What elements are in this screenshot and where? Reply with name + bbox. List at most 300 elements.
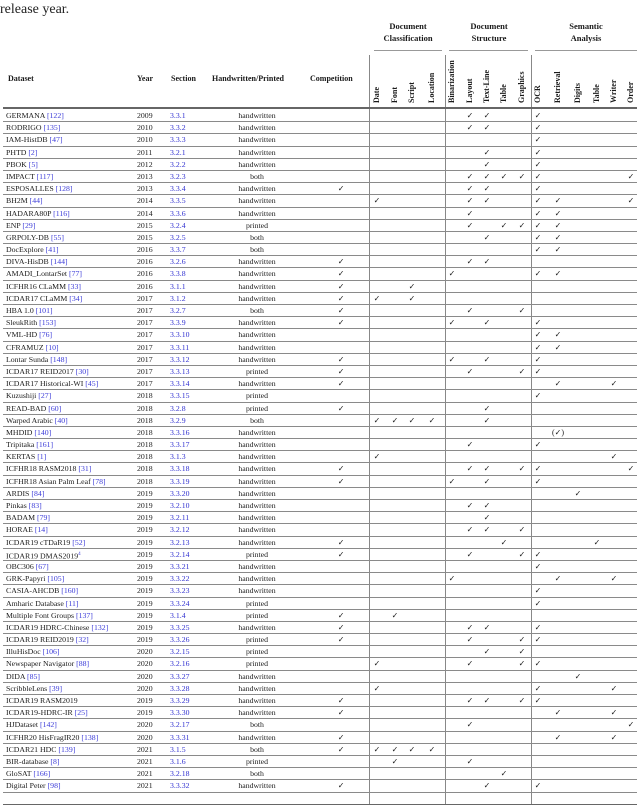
section-link[interactable]: 3.3.32 xyxy=(170,781,190,791)
group-header-classification xyxy=(372,20,444,44)
section-link[interactable]: 3.1.4 xyxy=(170,610,186,620)
citation-link[interactable]: [34] xyxy=(69,293,83,303)
section-link[interactable]: 3.3.30 xyxy=(170,708,190,718)
citation-link[interactable]: [79] xyxy=(36,513,50,523)
table-row xyxy=(3,378,637,390)
citation-link[interactable]: [135] xyxy=(43,123,61,133)
citation-link[interactable]: [14] xyxy=(34,525,48,535)
table-row xyxy=(3,147,637,159)
check-icon: ✓ xyxy=(483,622,491,632)
citation-link[interactable]: [47] xyxy=(49,135,63,145)
dataset-name-text: CFRAMUZ xyxy=(6,342,46,352)
citation-link[interactable]: [40] xyxy=(54,415,68,425)
year-cell: 2021 xyxy=(137,769,153,779)
dataset-name-text: CASIA-AHCDB xyxy=(6,586,62,596)
year-cell: 2016 xyxy=(137,269,153,279)
check-icon: ✓ xyxy=(610,574,618,584)
citation-link[interactable]: [60] xyxy=(48,403,62,413)
group-label-line2: Classification xyxy=(383,33,433,43)
dataset-name-text: ICFHR18 Asian Palm Leaf xyxy=(6,476,93,486)
year-cell: 2019 xyxy=(137,501,153,510)
section-link[interactable]: 3.3.18 xyxy=(170,464,190,474)
competition-check: ✓ xyxy=(337,257,345,267)
section-link[interactable]: 3.3.10 xyxy=(170,330,190,340)
section-link[interactable]: 3.2.17 xyxy=(170,720,190,730)
check-icon: ✓ xyxy=(466,659,474,669)
citation-link[interactable]: [166] xyxy=(33,769,51,779)
type-cell: handwritten xyxy=(238,586,276,596)
section-link[interactable]: 3.2.12 xyxy=(170,525,190,535)
table-row xyxy=(3,366,637,378)
section-link[interactable]: 3.3.14 xyxy=(170,379,190,389)
year-cell: 2012 xyxy=(137,159,153,169)
citation-link[interactable]: [77] xyxy=(69,269,83,279)
section-link[interactable]: 3.3.12 xyxy=(170,354,190,364)
dataset-name-text: BIR-database xyxy=(6,756,51,766)
section-link[interactable]: 3.3.5 xyxy=(170,196,186,206)
group-label-line2: Structure xyxy=(471,33,507,43)
section-link[interactable]: 3.3.22 xyxy=(170,574,190,584)
year-cell: 2014 xyxy=(137,196,153,206)
section-link[interactable]: 3.2.9 xyxy=(170,415,186,425)
dataset-name xyxy=(6,549,81,562)
citation-link[interactable]: [132] xyxy=(91,622,109,632)
citation-link[interactable]: [27] xyxy=(38,391,52,401)
citation-link[interactable]: [52] xyxy=(72,537,86,547)
citation-link[interactable]: [153] xyxy=(39,318,57,328)
citation-link[interactable]: [144] xyxy=(50,257,68,267)
year-cell: 2019 xyxy=(137,525,153,535)
dataset-name xyxy=(6,500,42,511)
table-row xyxy=(3,707,637,719)
citation-link[interactable]: [33] xyxy=(67,281,81,291)
section-link[interactable]: 3.2.15 xyxy=(170,647,190,657)
competition-check: ✓ xyxy=(337,379,345,389)
dataset-name xyxy=(6,573,64,584)
type-cell: handwritten xyxy=(238,476,276,486)
check-icon: ✓ xyxy=(627,196,635,206)
check-icon: ✓ xyxy=(627,464,635,474)
section-link[interactable]: 3.2.11 xyxy=(170,513,190,523)
table-row xyxy=(3,317,637,329)
citation-link[interactable]: [11] xyxy=(65,598,79,608)
check-icon: ✓ xyxy=(518,171,526,181)
check-icon: ✓ xyxy=(534,366,542,376)
section-link[interactable]: 3.1.6 xyxy=(170,756,186,766)
type-cell: printed xyxy=(245,220,269,230)
check-icon: ✓ xyxy=(534,220,542,230)
check-icon: ✓ xyxy=(466,635,474,645)
section-link[interactable]: 3.2.1 xyxy=(170,147,186,157)
competition-check: ✓ xyxy=(337,781,345,791)
citation-link[interactable]: [138] xyxy=(81,732,99,742)
table-row xyxy=(3,415,637,427)
dataset-name xyxy=(6,671,40,682)
check-icon: ✓ xyxy=(518,659,526,669)
table-row xyxy=(3,512,637,524)
citation-link[interactable]: [137] xyxy=(75,610,93,620)
dataset-name xyxy=(6,305,53,316)
year-cell: 2014 xyxy=(137,208,153,218)
check-icon: ✓ xyxy=(483,403,491,413)
competition-check: ✓ xyxy=(337,537,345,547)
section-link[interactable]: 3.2.7 xyxy=(170,306,186,315)
citation-link[interactable]: [85] xyxy=(27,671,41,681)
citation-link[interactable]: [29] xyxy=(22,220,36,230)
dataset-name xyxy=(6,268,82,279)
check-icon: ✓ xyxy=(483,415,491,425)
check-icon: ✓ xyxy=(483,476,491,486)
competition-check: ✓ xyxy=(337,403,345,413)
section-link[interactable]: 3.2.2 xyxy=(170,159,186,169)
year-cell: 2019 xyxy=(137,708,153,718)
competition-check: ✓ xyxy=(337,318,345,328)
check-icon: ✓ xyxy=(554,574,562,584)
check-icon: ✓ xyxy=(466,366,474,376)
section-link[interactable]: 3.3.26 xyxy=(170,635,190,645)
check-icon: ✓ xyxy=(408,415,416,425)
check-icon: ✓ xyxy=(483,501,491,510)
citation-link[interactable]: [140] xyxy=(34,427,52,437)
check-icon: ✓ xyxy=(534,196,542,206)
table-row xyxy=(3,281,637,293)
section-link[interactable]: 3.2.14 xyxy=(170,549,190,559)
year-cell: 2019 xyxy=(137,696,153,705)
citation-link[interactable]: [142] xyxy=(40,720,57,730)
section-link[interactable]: 3.1.2 xyxy=(170,293,186,303)
year-cell: 2017 xyxy=(137,306,153,315)
section-link[interactable]: 3.3.8 xyxy=(170,269,186,279)
type-cell: handwritten xyxy=(238,622,276,632)
section-link[interactable]: 3.3.1 xyxy=(170,111,186,120)
check-icon: ✓ xyxy=(534,781,542,791)
competition-check: ✓ xyxy=(337,549,345,559)
col-header-type: Handwritten/Printed xyxy=(212,74,284,83)
year-cell: 2020 xyxy=(137,647,153,657)
type-cell: handwritten xyxy=(238,427,276,437)
section-link[interactable]: 3.3.29 xyxy=(170,696,190,705)
citation-link[interactable]: [128] xyxy=(55,184,73,194)
section-link[interactable]: 3.2.18 xyxy=(170,769,190,779)
group-header-semantic xyxy=(535,20,637,44)
section-link[interactable]: 3.3.27 xyxy=(170,671,190,681)
check-icon: ✓ xyxy=(534,171,542,181)
citation-link[interactable]: [83] xyxy=(28,501,42,510)
group-rule xyxy=(535,50,637,51)
dataset-name xyxy=(6,366,89,377)
section-link[interactable]: 3.2.16 xyxy=(170,659,190,669)
section-link[interactable]: 3.3.20 xyxy=(170,488,190,498)
dataset-name xyxy=(6,658,89,669)
type-cell: handwritten xyxy=(238,452,276,462)
year-cell: 2021 xyxy=(137,781,153,791)
section-link[interactable]: 3.3.15 xyxy=(170,391,190,401)
check-icon: ✓ xyxy=(466,756,474,766)
table-row xyxy=(3,573,637,585)
dataset-name-text: Warped Arabic xyxy=(6,415,55,425)
year-cell: 2019 xyxy=(137,586,153,596)
citation-link[interactable]: [139] xyxy=(58,744,76,754)
citation-link[interactable]: [117] xyxy=(36,171,54,181)
table-row xyxy=(3,695,637,707)
check-icon: ✓ xyxy=(483,354,491,364)
section-link[interactable]: 3.1.1 xyxy=(170,281,186,291)
check-icon: ✓ xyxy=(483,184,491,194)
section-link[interactable]: 3.2.10 xyxy=(170,501,190,510)
year-cell: 2019 xyxy=(137,537,153,547)
section-link[interactable]: 3.3.3 xyxy=(170,135,186,145)
dataset-name xyxy=(6,476,106,487)
section-link[interactable]: 3.3.24 xyxy=(170,598,190,608)
check-icon: ✓ xyxy=(466,123,474,133)
check-icon: ✓ xyxy=(500,769,508,779)
table-row xyxy=(3,354,637,366)
section-link[interactable]: 3.2.13 xyxy=(170,537,190,547)
citation-link[interactable]: [67] xyxy=(35,561,49,571)
section-link[interactable]: 3.3.31 xyxy=(170,732,190,742)
dataset-name xyxy=(6,171,53,182)
table-row xyxy=(3,403,637,415)
year-cell: 2019 xyxy=(137,622,153,632)
check-icon: ✓ xyxy=(483,111,491,120)
dataset-name xyxy=(6,232,64,243)
citation-link[interactable]: [39] xyxy=(49,683,63,693)
check-icon: ✓ xyxy=(483,123,491,133)
dataset-name-text: MHDID xyxy=(6,427,35,437)
check-icon: ✓ xyxy=(554,330,562,340)
type-cell: printed xyxy=(245,659,269,669)
check-icon: ✓ xyxy=(534,586,542,596)
dataset-name xyxy=(6,354,67,365)
section-link[interactable]: 3.3.6 xyxy=(170,208,186,218)
citation-link[interactable]: [41] xyxy=(45,245,59,255)
citation-link[interactable]: [8] xyxy=(50,756,60,766)
section-link[interactable]: 3.2.4 xyxy=(170,220,186,230)
section-link[interactable]: 3.3.13 xyxy=(170,366,190,376)
section-link[interactable]: 3.1.3 xyxy=(170,452,186,462)
section-link[interactable]: 3.3.9 xyxy=(170,318,186,328)
check-icon: ✓ xyxy=(373,293,381,303)
year-cell: 2017 xyxy=(137,366,153,376)
dataset-name xyxy=(6,585,78,596)
citation-link[interactable]: [55] xyxy=(50,232,64,242)
citation-link[interactable]: [30] xyxy=(75,366,89,376)
type-cell: handwritten xyxy=(238,281,276,291)
type-cell: both xyxy=(250,245,264,255)
col-header-font: Font xyxy=(390,87,399,103)
bottom-rule xyxy=(3,804,637,805)
citation-link[interactable]: [1] xyxy=(37,452,47,462)
dataset-name xyxy=(6,208,70,219)
section-link[interactable]: 3.3.17 xyxy=(170,440,190,450)
section-link[interactable]: 3.3.28 xyxy=(170,683,190,693)
check-icon: ✓ xyxy=(627,720,635,730)
check-icon: ✓ xyxy=(483,196,491,206)
year-cell: 2018 xyxy=(137,403,153,413)
section-link[interactable]: 3.3.16 xyxy=(170,427,190,437)
check-icon: ✓ xyxy=(466,525,474,535)
year-cell: 2018 xyxy=(137,464,153,474)
table-row xyxy=(3,488,637,500)
check-icon: ✓ xyxy=(534,147,542,157)
dataset-name-text: READ-BAD xyxy=(6,403,49,413)
check-icon: ✓ xyxy=(534,245,542,255)
dataset-name-text: SleukRith xyxy=(6,318,40,328)
check-icon: ✓ xyxy=(448,476,456,486)
citation-link[interactable]: [76] xyxy=(39,330,53,340)
dataset-name xyxy=(6,683,62,694)
section-link[interactable]: 3.2.3 xyxy=(170,171,186,181)
dataset-name-text: Amharic Database xyxy=(6,598,66,608)
year-cell: 2016 xyxy=(137,245,153,255)
citation-link[interactable]: [116] xyxy=(53,208,70,218)
dataset-name-text: ICDAR19 cTDaR19 xyxy=(6,537,73,547)
dataset-name xyxy=(6,451,46,462)
dataset-name xyxy=(6,342,59,353)
year-cell: 2015 xyxy=(137,220,153,230)
check-icon: ✓ xyxy=(610,732,618,742)
type-cell: printed xyxy=(245,647,269,657)
section-link[interactable]: 3.3.11 xyxy=(170,342,190,352)
competition-check: ✓ xyxy=(337,464,345,474)
dataset-name-text: ICDAR19-HDRC-IR xyxy=(6,708,75,718)
dataset-name xyxy=(6,281,81,292)
footnote-marker[interactable]: 4 xyxy=(78,551,81,557)
type-cell: handwritten xyxy=(238,293,276,303)
citation-link[interactable]: [98] xyxy=(47,781,61,791)
dataset-name-text: DIVA-HisDB xyxy=(6,257,51,267)
citation-link[interactable]: [105] xyxy=(47,574,65,584)
table-row xyxy=(3,342,637,354)
check-icon: ✓ xyxy=(593,537,601,547)
dataset-name xyxy=(6,732,98,743)
citation-link[interactable]: [78] xyxy=(92,476,106,486)
dataset-name xyxy=(6,317,56,328)
check-icon: ✓ xyxy=(554,208,562,218)
dataset-name-text: VML-HD xyxy=(6,330,40,340)
check-icon: ✓ xyxy=(391,415,399,425)
col-header-competition: Competition xyxy=(310,74,353,83)
section-link[interactable]: 3.3.2 xyxy=(170,123,186,133)
dataset-name-text: Lontar Sunda xyxy=(6,354,51,364)
check-icon: ✓ xyxy=(534,696,542,705)
check-icon: ✓ xyxy=(448,354,456,364)
citation-link[interactable]: [2] xyxy=(28,147,38,157)
section-link[interactable]: 3.2.5 xyxy=(170,232,186,242)
section-link[interactable]: 3.3.21 xyxy=(170,561,190,571)
check-icon: ✓ xyxy=(466,184,474,194)
dataset-name-text: PHTD xyxy=(6,147,29,157)
table-row xyxy=(3,671,637,683)
table-row xyxy=(3,159,637,171)
citation-link[interactable]: [32] xyxy=(75,635,89,645)
check-icon: ✓ xyxy=(466,208,474,218)
section-link[interactable]: 3.2.8 xyxy=(170,403,186,413)
type-cell: both xyxy=(250,744,264,754)
table-row xyxy=(3,476,637,488)
col-header-binarization: Binarization xyxy=(447,60,456,103)
dataset-name xyxy=(6,293,82,304)
citation-link[interactable]: [5] xyxy=(28,159,38,169)
table-row xyxy=(3,732,637,744)
year-cell: 2009 xyxy=(137,111,153,120)
check-icon: ✓ xyxy=(518,647,526,657)
type-cell: handwritten xyxy=(238,501,276,510)
citation-link[interactable]: [101] xyxy=(35,306,53,315)
check-icon: ✓ xyxy=(534,354,542,364)
citation-link[interactable]: [25] xyxy=(74,708,88,718)
dataset-name-text: HADARA80P xyxy=(6,208,54,218)
citation-link[interactable]: [84] xyxy=(31,488,45,498)
table-row xyxy=(3,268,637,280)
check-icon: ✓ xyxy=(500,220,508,230)
year-cell: 2017 xyxy=(137,318,153,328)
section-link[interactable]: 3.3.7 xyxy=(170,245,186,255)
check-icon: ✓ xyxy=(483,171,491,181)
section-link[interactable]: 3.3.19 xyxy=(170,476,190,486)
section-link[interactable]: 3.1.5 xyxy=(170,744,186,754)
dataset-name-text: ICDAR17 REID2017 xyxy=(6,366,76,376)
col-header-dataset: Dataset xyxy=(8,74,34,83)
year-cell: 2019 xyxy=(137,610,153,620)
table-row xyxy=(3,524,637,536)
type-cell: printed xyxy=(245,635,269,645)
citation-link[interactable]: [88] xyxy=(76,659,90,669)
check-icon: ✓ xyxy=(534,318,542,328)
type-cell: printed xyxy=(245,756,269,766)
section-link[interactable]: 3.3.4 xyxy=(170,184,186,194)
citation-link[interactable]: [161] xyxy=(36,440,54,450)
check-icon: ✓ xyxy=(534,659,542,669)
section-link[interactable]: 3.3.25 xyxy=(170,622,190,632)
dataset-name xyxy=(6,403,61,414)
citation-link[interactable]: [148] xyxy=(50,354,68,364)
year-cell: 2019 xyxy=(137,561,153,571)
citation-link[interactable]: [122] xyxy=(46,111,64,120)
citation-link[interactable]: [45] xyxy=(85,379,99,389)
citation-link[interactable]: [44] xyxy=(29,196,43,206)
dataset-name-text: IlluHisDoc xyxy=(6,647,43,657)
dataset-name-text: BH2M xyxy=(6,196,30,206)
section-link[interactable]: 3.3.23 xyxy=(170,586,190,596)
competition-check: ✓ xyxy=(337,708,345,718)
citation-link[interactable]: [106] xyxy=(42,647,60,657)
year-cell: 2019 xyxy=(137,635,153,645)
check-icon: ✓ xyxy=(500,537,508,547)
citation-link[interactable]: [10] xyxy=(45,342,59,352)
type-cell: handwritten xyxy=(238,354,276,364)
competition-check: ✓ xyxy=(337,635,345,645)
citation-link[interactable]: [160] xyxy=(61,586,79,596)
check-icon: ✓ xyxy=(518,549,526,559)
dataset-name-text: ICFHR20 HisFragIR20 xyxy=(6,732,82,742)
check-icon: ✓ xyxy=(466,257,474,267)
dataset-name-text: ARDIS xyxy=(6,488,32,498)
check-icon: ✓ xyxy=(483,232,491,242)
check-icon: ✓ xyxy=(483,781,491,791)
check-icon: ✓ xyxy=(373,196,381,206)
dataset-name xyxy=(6,439,53,450)
dataset-name-text: ICDAR21 HDC xyxy=(6,744,59,754)
dataset-name-text: ICDAR19 RASM2019 xyxy=(6,696,78,705)
table-row xyxy=(3,561,637,573)
check-icon: ✓ xyxy=(483,647,491,657)
check-icon: ✓ xyxy=(534,111,542,120)
citation-link[interactable]: [31] xyxy=(78,464,92,474)
dataset-name-text: Newspaper Navigator xyxy=(6,659,77,669)
type-cell: handwritten xyxy=(238,781,276,791)
section-link[interactable]: 3.2.6 xyxy=(170,257,186,267)
